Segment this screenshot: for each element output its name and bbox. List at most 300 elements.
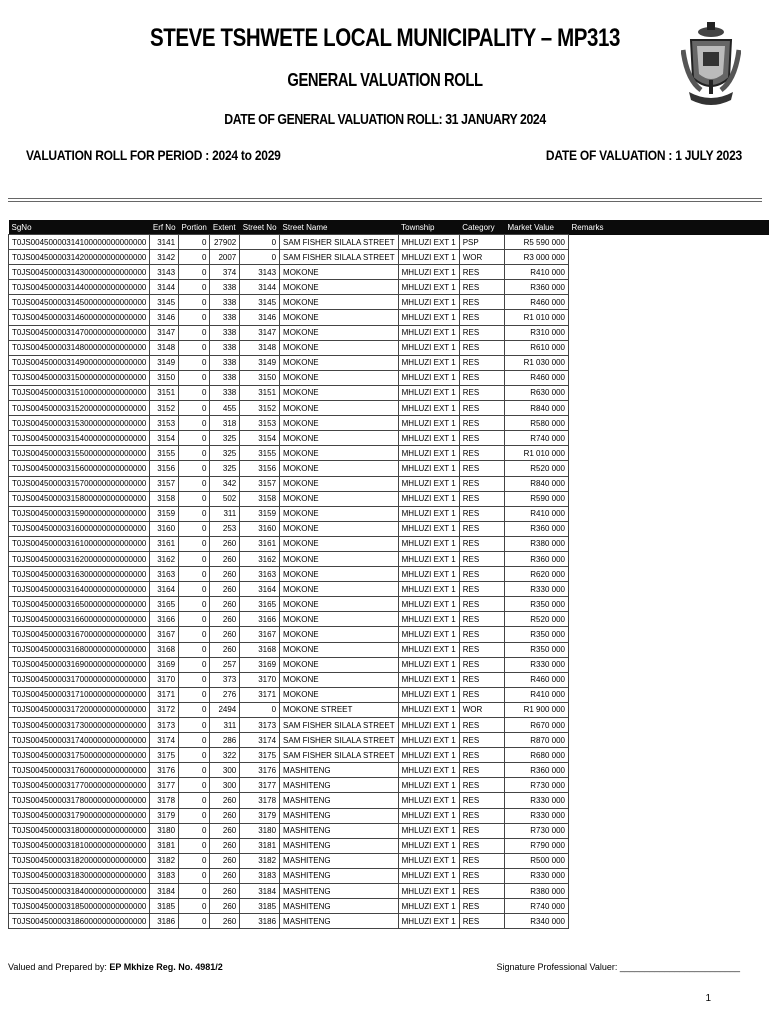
table-row: [9, 325, 770, 340]
table-cell: MHLUZI EXT 1: [398, 627, 459, 642]
table-cell: T0JS00450000314800000000000000: [9, 340, 150, 355]
table-cell: 3183: [150, 868, 179, 883]
table-row: [9, 627, 770, 642]
table-cell: 3167: [150, 627, 179, 642]
table-cell: 3167: [240, 627, 280, 642]
table-cell: RES: [459, 808, 504, 823]
table-cell: 0: [179, 265, 210, 280]
table-cell: RES: [459, 567, 504, 582]
table-cell: T0JS00450000316900000000000000: [9, 657, 150, 672]
table-cell: 3180: [240, 823, 280, 838]
table-cell: 3170: [240, 672, 280, 687]
table-cell: R330 000: [504, 793, 568, 808]
table-cell: RES: [459, 431, 504, 446]
table-cell: 3186: [150, 914, 179, 929]
table-cell: RES: [459, 521, 504, 536]
table-cell: 3141: [150, 235, 179, 250]
table-cell: MHLUZI EXT 1: [398, 702, 459, 717]
table-cell: 338: [210, 355, 240, 370]
table-cell: 3147: [240, 325, 280, 340]
table-row: [9, 250, 770, 265]
table-cell: 0: [179, 793, 210, 808]
table-cell: MHLUZI EXT 1: [398, 355, 459, 370]
remarks-cell: [568, 748, 769, 763]
table-cell: T0JS00450000318600000000000000: [9, 914, 150, 929]
table-cell: 0: [179, 748, 210, 763]
table-cell: 325: [210, 431, 240, 446]
table-cell: 0: [179, 250, 210, 265]
table-cell: 3156: [240, 461, 280, 476]
signature-line: Signature Professional Valuer: ________________________: [496, 962, 740, 972]
remarks-cell: [568, 235, 769, 250]
table-cell: MHLUZI EXT 1: [398, 899, 459, 914]
table-cell: R460 000: [504, 295, 568, 310]
table-cell: RES: [459, 370, 504, 385]
table-cell: 260: [210, 838, 240, 853]
table-cell: 311: [210, 506, 240, 521]
table-cell: R330 000: [504, 808, 568, 823]
table-row: [9, 461, 770, 476]
table-cell: 3184: [240, 884, 280, 899]
table-cell: RES: [459, 401, 504, 416]
table-cell: MASHITENG: [280, 853, 399, 868]
table-cell: RES: [459, 265, 504, 280]
remarks-cell: [568, 823, 769, 838]
table-row: [9, 763, 770, 778]
table-cell: T0JS00450000315800000000000000: [9, 491, 150, 506]
table-cell: 3170: [150, 672, 179, 687]
table-cell: 3157: [240, 476, 280, 491]
table-cell: 260: [210, 642, 240, 657]
table-cell: MASHITENG: [280, 838, 399, 853]
table-cell: T0JS00450000316800000000000000: [9, 642, 150, 657]
table-cell: 0: [179, 642, 210, 657]
table-cell: RES: [459, 476, 504, 491]
table-cell: 3177: [240, 778, 280, 793]
table-cell: MASHITENG: [280, 778, 399, 793]
roll-title: GENERAL VALUATION ROLL: [287, 70, 483, 90]
table-cell: R740 000: [504, 431, 568, 446]
table-cell: T0JS00450000316700000000000000: [9, 627, 150, 642]
table-cell: 3175: [240, 748, 280, 763]
table-row: [9, 446, 770, 461]
table-cell: R410 000: [504, 687, 568, 702]
table-cell: 260: [210, 899, 240, 914]
table-cell: T0JS00450000317800000000000000: [9, 793, 150, 808]
table-cell: T0JS00450000314200000000000000: [9, 250, 150, 265]
table-cell: RES: [459, 718, 504, 733]
table-cell: 2494: [210, 702, 240, 717]
table-row: [9, 582, 770, 597]
table-cell: RES: [459, 793, 504, 808]
remarks-cell: [568, 793, 769, 808]
remarks-cell: [568, 370, 769, 385]
table-cell: RES: [459, 536, 504, 551]
remarks-cell: [568, 416, 769, 431]
table-cell: 3164: [240, 582, 280, 597]
remarks-cell: [568, 868, 769, 883]
column-header: Street Name: [280, 220, 399, 235]
table-cell: MOKONE: [280, 325, 399, 340]
table-cell: 3154: [240, 431, 280, 446]
table-cell: R1 900 000: [504, 702, 568, 717]
table-cell: T0JS00450000317400000000000000: [9, 733, 150, 748]
table-row: [9, 853, 770, 868]
table-cell: RES: [459, 355, 504, 370]
table-cell: MOKONE: [280, 370, 399, 385]
table-cell: 0: [179, 687, 210, 702]
table-row: [9, 355, 770, 370]
table-cell: 3151: [240, 385, 280, 400]
table-cell: 3161: [150, 536, 179, 551]
table-cell: MHLUZI EXT 1: [398, 461, 459, 476]
table-cell: R1 030 000: [504, 355, 568, 370]
table-cell: MOKONE: [280, 672, 399, 687]
table-cell: 0: [179, 702, 210, 717]
remarks-cell: [568, 838, 769, 853]
table-cell: MHLUZI EXT 1: [398, 672, 459, 687]
table-cell: 0: [179, 401, 210, 416]
table-cell: MOKONE: [280, 491, 399, 506]
table-cell: R870 000: [504, 733, 568, 748]
table-cell: MOKONE: [280, 340, 399, 355]
table-cell: 0: [179, 808, 210, 823]
table-cell: MOKONE: [280, 416, 399, 431]
table-cell: T0JS00450000316500000000000000: [9, 597, 150, 612]
table-cell: 0: [179, 355, 210, 370]
table-cell: R670 000: [504, 718, 568, 733]
table-cell: 3148: [150, 340, 179, 355]
table-cell: 374: [210, 265, 240, 280]
table-cell: 0: [179, 446, 210, 461]
table-cell: 322: [210, 748, 240, 763]
remarks-cell: [568, 687, 769, 702]
table-cell: RES: [459, 763, 504, 778]
table-cell: T0JS00450000317300000000000000: [9, 718, 150, 733]
table-cell: PSP: [459, 235, 504, 250]
divider: [8, 198, 762, 199]
table-cell: 276: [210, 687, 240, 702]
table-row: [9, 340, 770, 355]
table-cell: MOKONE: [280, 582, 399, 597]
table-cell: MHLUZI EXT 1: [398, 838, 459, 853]
table-cell: MHLUZI EXT 1: [398, 718, 459, 733]
table-cell: MOKONE: [280, 567, 399, 582]
table-cell: 260: [210, 793, 240, 808]
table-row: [9, 612, 770, 627]
table-row: [9, 431, 770, 446]
roll-date: DATE OF GENERAL VALUATION ROLL: 31 JANUARY 2024: [224, 111, 546, 128]
table-cell: MHLUZI EXT 1: [398, 687, 459, 702]
table-cell: 0: [179, 657, 210, 672]
table-cell: 286: [210, 733, 240, 748]
valuation-table: [8, 220, 770, 929]
table-cell: MHLUZI EXT 1: [398, 853, 459, 868]
table-cell: R840 000: [504, 401, 568, 416]
table-row: [9, 718, 770, 733]
table-cell: T0JS00450000316400000000000000: [9, 582, 150, 597]
table-cell: R410 000: [504, 265, 568, 280]
table-cell: MHLUZI EXT 1: [398, 416, 459, 431]
table-cell: 3165: [240, 597, 280, 612]
table-row: [9, 265, 770, 280]
table-cell: MASHITENG: [280, 868, 399, 883]
table-cell: 3171: [150, 687, 179, 702]
table-cell: R360 000: [504, 551, 568, 566]
table-cell: T0JS00450000314400000000000000: [9, 280, 150, 295]
table-cell: MHLUZI EXT 1: [398, 551, 459, 566]
table-cell: 0: [179, 476, 210, 491]
table-cell: 325: [210, 446, 240, 461]
table-cell: T0JS00450000316300000000000000: [9, 567, 150, 582]
remarks-cell: [568, 446, 769, 461]
table-cell: R360 000: [504, 280, 568, 295]
remarks-cell: [568, 506, 769, 521]
table-cell: 260: [210, 582, 240, 597]
table-cell: 3160: [240, 521, 280, 536]
table-cell: RES: [459, 506, 504, 521]
table-cell: 338: [210, 370, 240, 385]
table-row: [9, 401, 770, 416]
table-cell: 3178: [240, 793, 280, 808]
table-cell: T0JS00450000315900000000000000: [9, 506, 150, 521]
table-cell: 2007: [210, 250, 240, 265]
column-header: Category: [459, 220, 504, 235]
table-cell: 0: [179, 325, 210, 340]
table-cell: MHLUZI EXT 1: [398, 582, 459, 597]
table-cell: RES: [459, 899, 504, 914]
table-cell: 0: [179, 672, 210, 687]
table-cell: 260: [210, 627, 240, 642]
table-cell: 257: [210, 657, 240, 672]
table-cell: 0: [179, 868, 210, 883]
table-cell: T0JS00450000318100000000000000: [9, 838, 150, 853]
table-cell: 260: [210, 823, 240, 838]
remarks-cell: [568, 431, 769, 446]
table-cell: RES: [459, 884, 504, 899]
table-cell: MHLUZI EXT 1: [398, 642, 459, 657]
remarks-cell: [568, 325, 769, 340]
table-cell: 3182: [240, 853, 280, 868]
table-cell: MOKONE: [280, 642, 399, 657]
table-cell: R610 000: [504, 340, 568, 355]
table-cell: RES: [459, 582, 504, 597]
remarks-cell: [568, 642, 769, 657]
remarks-cell: [568, 280, 769, 295]
table-cell: T0JS00450000318400000000000000: [9, 884, 150, 899]
table-cell: 3162: [240, 551, 280, 566]
table-cell: MHLUZI EXT 1: [398, 476, 459, 491]
table-cell: 0: [179, 551, 210, 566]
table-row: [9, 536, 770, 551]
table-cell: 338: [210, 340, 240, 355]
remarks-cell: [568, 476, 769, 491]
table-cell: MOKONE: [280, 401, 399, 416]
table-cell: T0JS00450000318500000000000000: [9, 899, 150, 914]
table-cell: T0JS00450000316000000000000000: [9, 521, 150, 536]
table-cell: 3173: [240, 718, 280, 733]
table-cell: MOKONE: [280, 310, 399, 325]
table-cell: 342: [210, 476, 240, 491]
table-row: [9, 914, 770, 929]
remarks-cell: [568, 461, 769, 476]
table-cell: MASHITENG: [280, 884, 399, 899]
table-cell: 3143: [150, 265, 179, 280]
table-cell: R330 000: [504, 657, 568, 672]
table-cell: RES: [459, 612, 504, 627]
table-row: [9, 838, 770, 853]
remarks-cell: [568, 582, 769, 597]
table-row: [9, 506, 770, 521]
table-cell: 3169: [240, 657, 280, 672]
table-cell: MOKONE: [280, 612, 399, 627]
table-cell: 3150: [150, 370, 179, 385]
table-cell: MASHITENG: [280, 793, 399, 808]
table-cell: MASHITENG: [280, 808, 399, 823]
table-cell: MOKONE: [280, 551, 399, 566]
table-row: [9, 295, 770, 310]
table-cell: 502: [210, 491, 240, 506]
table-cell: R340 000: [504, 914, 568, 929]
table-row: [9, 310, 770, 325]
table-cell: MOKONE: [280, 355, 399, 370]
table-cell: 311: [210, 718, 240, 733]
table-cell: RES: [459, 823, 504, 838]
table-row: [9, 672, 770, 687]
table-cell: R350 000: [504, 627, 568, 642]
table-cell: 3156: [150, 461, 179, 476]
table-cell: 0: [179, 340, 210, 355]
table-cell: 3163: [240, 567, 280, 582]
table-cell: R350 000: [504, 597, 568, 612]
remarks-cell: [568, 250, 769, 265]
table-cell: MOKONE: [280, 627, 399, 642]
table-row: [9, 778, 770, 793]
remarks-cell: [568, 310, 769, 325]
remarks-cell: [568, 491, 769, 506]
remarks-cell: [568, 567, 769, 582]
valuation-date: DATE OF VALUATION : 1 JULY 2023: [545, 147, 742, 163]
table-cell: 3153: [240, 416, 280, 431]
table-cell: RES: [459, 657, 504, 672]
table-cell: T0JS00450000314700000000000000: [9, 325, 150, 340]
table-cell: MHLUZI EXT 1: [398, 295, 459, 310]
table-cell: MHLUZI EXT 1: [398, 446, 459, 461]
table-cell: R410 000: [504, 506, 568, 521]
table-row: [9, 416, 770, 431]
table-cell: 260: [210, 612, 240, 627]
table-cell: 338: [210, 325, 240, 340]
table-cell: T0JS00450000315600000000000000: [9, 461, 150, 476]
table-cell: 0: [179, 385, 210, 400]
table-cell: R840 000: [504, 476, 568, 491]
table-row: [9, 793, 770, 808]
table-cell: T0JS00450000316200000000000000: [9, 551, 150, 566]
table-cell: 3152: [150, 401, 179, 416]
table-cell: R520 000: [504, 612, 568, 627]
table-cell: 338: [210, 295, 240, 310]
table-cell: MOKONE: [280, 461, 399, 476]
table-cell: T0JS00450000318000000000000000: [9, 823, 150, 838]
table-cell: 455: [210, 401, 240, 416]
table-cell: RES: [459, 597, 504, 612]
table-cell: 3142: [150, 250, 179, 265]
table-row: [9, 702, 770, 717]
table-cell: R360 000: [504, 763, 568, 778]
table-cell: R590 000: [504, 491, 568, 506]
remarks-cell: [568, 778, 769, 793]
table-cell: R1 010 000: [504, 446, 568, 461]
table-cell: R460 000: [504, 672, 568, 687]
table-cell: 0: [179, 899, 210, 914]
table-cell: MOKONE: [280, 506, 399, 521]
table-cell: MHLUZI EXT 1: [398, 868, 459, 883]
table-cell: 3146: [240, 310, 280, 325]
table-cell: MOKONE STREET: [280, 702, 399, 717]
table-cell: MHLUZI EXT 1: [398, 597, 459, 612]
table-cell: T0JS00450000315700000000000000: [9, 476, 150, 491]
table-cell: 3176: [240, 763, 280, 778]
table-cell: 3179: [240, 808, 280, 823]
table-cell: 3181: [150, 838, 179, 853]
table-cell: 0: [240, 235, 280, 250]
table-cell: MHLUZI EXT 1: [398, 491, 459, 506]
table-row: [9, 491, 770, 506]
table-cell: MHLUZI EXT 1: [398, 612, 459, 627]
table-cell: 3153: [150, 416, 179, 431]
table-cell: 260: [210, 536, 240, 551]
table-cell: MHLUZI EXT 1: [398, 808, 459, 823]
table-cell: RES: [459, 461, 504, 476]
table-cell: T0JS00450000315400000000000000: [9, 431, 150, 446]
table-cell: 3159: [240, 506, 280, 521]
column-header: Market Value: [504, 220, 568, 235]
table-row: [9, 385, 770, 400]
table-row: [9, 370, 770, 385]
table-cell: R520 000: [504, 461, 568, 476]
table-cell: MOKONE: [280, 521, 399, 536]
table-cell: R460 000: [504, 370, 568, 385]
table-cell: 338: [210, 310, 240, 325]
table-cell: 3144: [240, 280, 280, 295]
table-cell: T0JS00450000315000000000000000: [9, 370, 150, 385]
table-cell: RES: [459, 748, 504, 763]
table-row: [9, 476, 770, 491]
table-cell: MASHITENG: [280, 899, 399, 914]
table-cell: 3149: [150, 355, 179, 370]
table-cell: 3186: [240, 914, 280, 929]
remarks-cell: [568, 265, 769, 280]
table-row: [9, 235, 770, 250]
remarks-cell: [568, 627, 769, 642]
table-cell: 0: [179, 582, 210, 597]
table-cell: 3154: [150, 431, 179, 446]
table-cell: 3176: [150, 763, 179, 778]
remarks-cell: [568, 536, 769, 551]
table-cell: R310 000: [504, 325, 568, 340]
table-cell: 0: [179, 431, 210, 446]
table-cell: MHLUZI EXT 1: [398, 370, 459, 385]
table-cell: 0: [179, 521, 210, 536]
table-row: [9, 657, 770, 672]
table-cell: MHLUZI EXT 1: [398, 235, 459, 250]
table-cell: RES: [459, 687, 504, 702]
table-cell: 3177: [150, 778, 179, 793]
table-row: [9, 884, 770, 899]
table-cell: T0JS00450000316600000000000000: [9, 612, 150, 627]
table-row: [9, 551, 770, 566]
table-cell: R350 000: [504, 642, 568, 657]
